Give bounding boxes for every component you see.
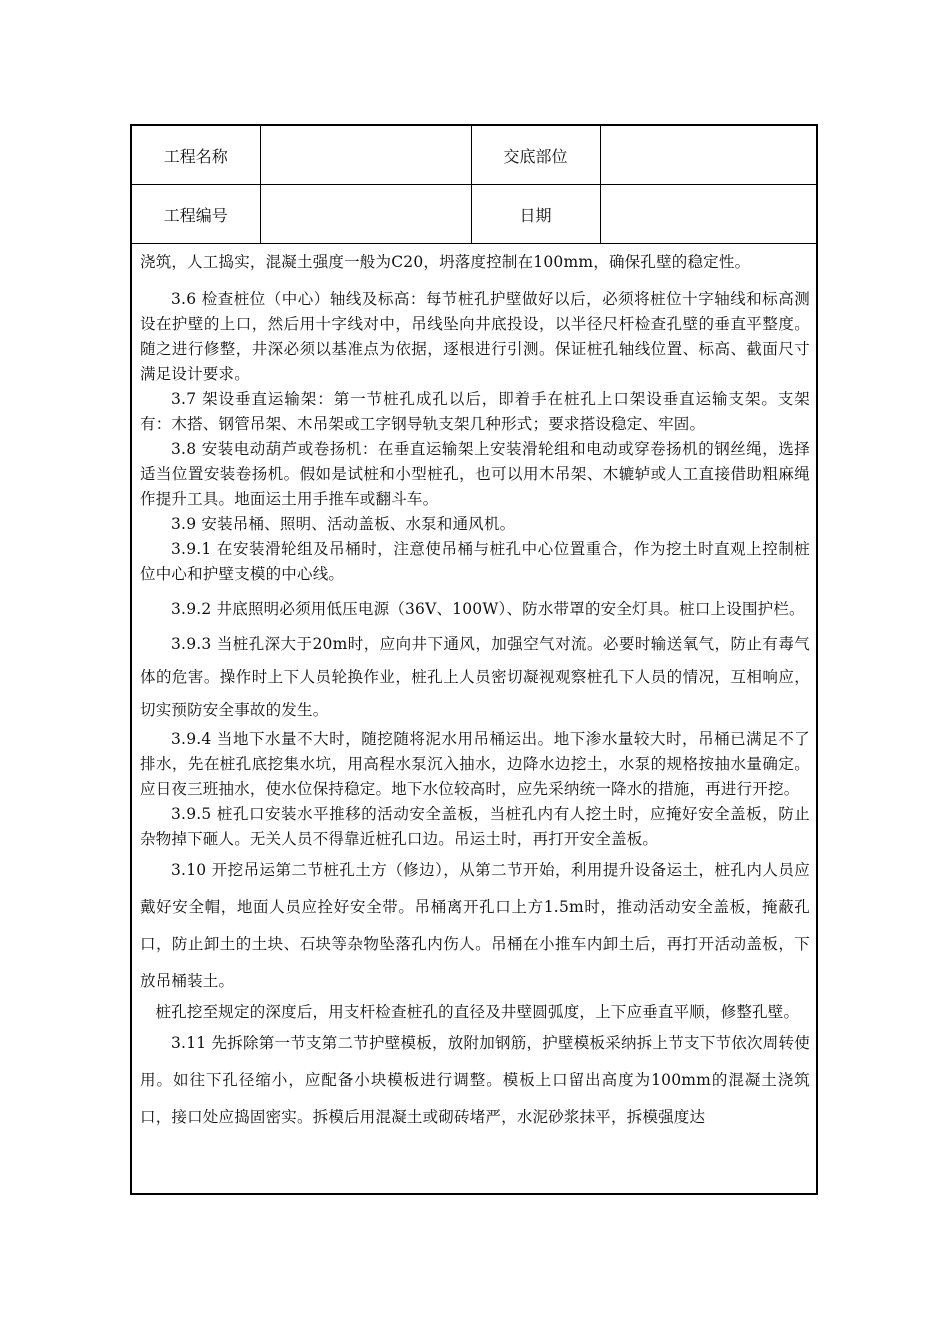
paragraph: 3.10 开挖吊运第二节桩孔土方（修边），从第二节开始，利用提升设备运土，桩孔内人员应戴好安全帽，地面人员应拴好安全带。吊桶离开孔口上方1.5m时，推动活动安全盖板，掩蔽孔口，防止卸土的土块、石块等杂物坠落孔内伤人。吊桶在小推车内卸土后，再打开活动盖板，下放吊桶装土。 xyxy=(140,861,810,990)
project-no-label: 工程编号 xyxy=(132,185,260,244)
paragraph: 桩孔挖至规定的深度后，用支杆检查桩孔的直径及井壁圆弧度，上下应垂直平顺，修整孔壁。 xyxy=(155,1003,800,1021)
paragraph: 浇筑，人工捣实，混凝土强度一般为C20，坍落度控制在100mm，确保孔壁的稳定性。 xyxy=(140,253,751,271)
location-value xyxy=(600,126,816,185)
paragraph: 3.8 安装电动葫芦或卷扬机：在垂直运输架上安装滑轮组和电动或穿卷扬机的钢丝绳，选择适当位置安装卷扬机。假如是试桩和小型桩孔，也可以用木吊架、木辘轳或人工直接借助粗麻绳作提升工具。地面运土用手推车或翻斗车。 xyxy=(140,440,810,508)
paragraph: 3.9.3 当桩孔深大于20m时，应向井下通风，加强空气对流。必要时输送氧气，防止有毒气体的危害。操作时上下人员轮换作业，桩孔上人员密切凝视观察桩孔下人员的情况，互相响应，切实预防安全事故的发生。 xyxy=(140,635,810,719)
header-row-2 xyxy=(132,185,816,244)
header-row-1 xyxy=(132,126,816,185)
project-name-value xyxy=(260,126,471,185)
paragraph: 3.9.1 在安装滑轮组及吊桶时，注意使吊桶与桩孔中心位置重合，作为挖土时直观上控制桩位中心和护壁支模的中心线。 xyxy=(140,540,810,583)
location-label: 交底部位 xyxy=(471,126,600,185)
date-value xyxy=(600,185,816,244)
paragraph: 3.7 架设垂直运输架：第一节桩孔成孔以后，即着手在桩孔上口架设垂直运输支架。支架有：木搭、钢管吊架、木吊架或工字钢导轨支架几种形式；要求搭设稳定、牢固。 xyxy=(140,390,810,433)
paragraph: 3.9.4 当地下水量不大时，随挖随将泥水用吊桶运出。地下渗水量较大时，吊桶已满足不了排水，先在桩孔底挖集水坑，用高程水泵沉入抽水，边降水边挖土，水泵的规格按抽水量确定。应日夜三班抽水，使水位保持稳定。地下水位较高时，应先采纳统一降水的措施，再进行开挖。 xyxy=(140,730,810,798)
paragraph: 3.11 先拆除第一节支第二节护壁模板，放附加钢筋，护壁模板采纳拆上节支下节依次周转使用。如往下孔径缩小，应配备小块模板进行调整。模板上口留出高度为100mm的混凝土浇筑口，接口处应捣固密实。拆模后用混凝土或砌砖堵严，水泥砂浆抹平，拆模强度达 xyxy=(140,1034,810,1126)
date-label: 日期 xyxy=(471,185,600,244)
paragraph: 3.6 检查桩位（中心）轴线及标高：每节桩孔护壁做好以后，必须将桩位十字轴线和标高测设在护壁的上口，然后用十字线对中，吊线坠向井底投设，以半径尺杆检查孔壁的垂直平整度。随之进行修整，井深必须以基准点为依据，逐根进行引测。保证桩孔轴线位置、标高、截面尺寸满足设计要求。 xyxy=(140,290,810,383)
header-table xyxy=(132,126,816,244)
document-body xyxy=(140,250,810,1136)
project-no-value xyxy=(260,185,471,244)
paragraph: 3.9 安装吊桶、照明、活动盖板、水泵和通风机。 xyxy=(171,515,516,533)
project-name-label: 工程名称 xyxy=(132,126,260,185)
paragraph: 3.9.5 桩孔口安装水平推移的活动安全盖板，当桩孔内有人挖土时，应掩好安全盖板，防止杂物掉下砸人。无关人员不得靠近桩孔口边。吊运土时，再打开安全盖板。 xyxy=(140,805,810,848)
paragraph: 3.9.2 井底照明必须用低压电源（36V、100W）、防水带罩的安全灯具。桩口上设围护栏。 xyxy=(171,600,805,618)
disclosure-form xyxy=(130,124,818,1195)
